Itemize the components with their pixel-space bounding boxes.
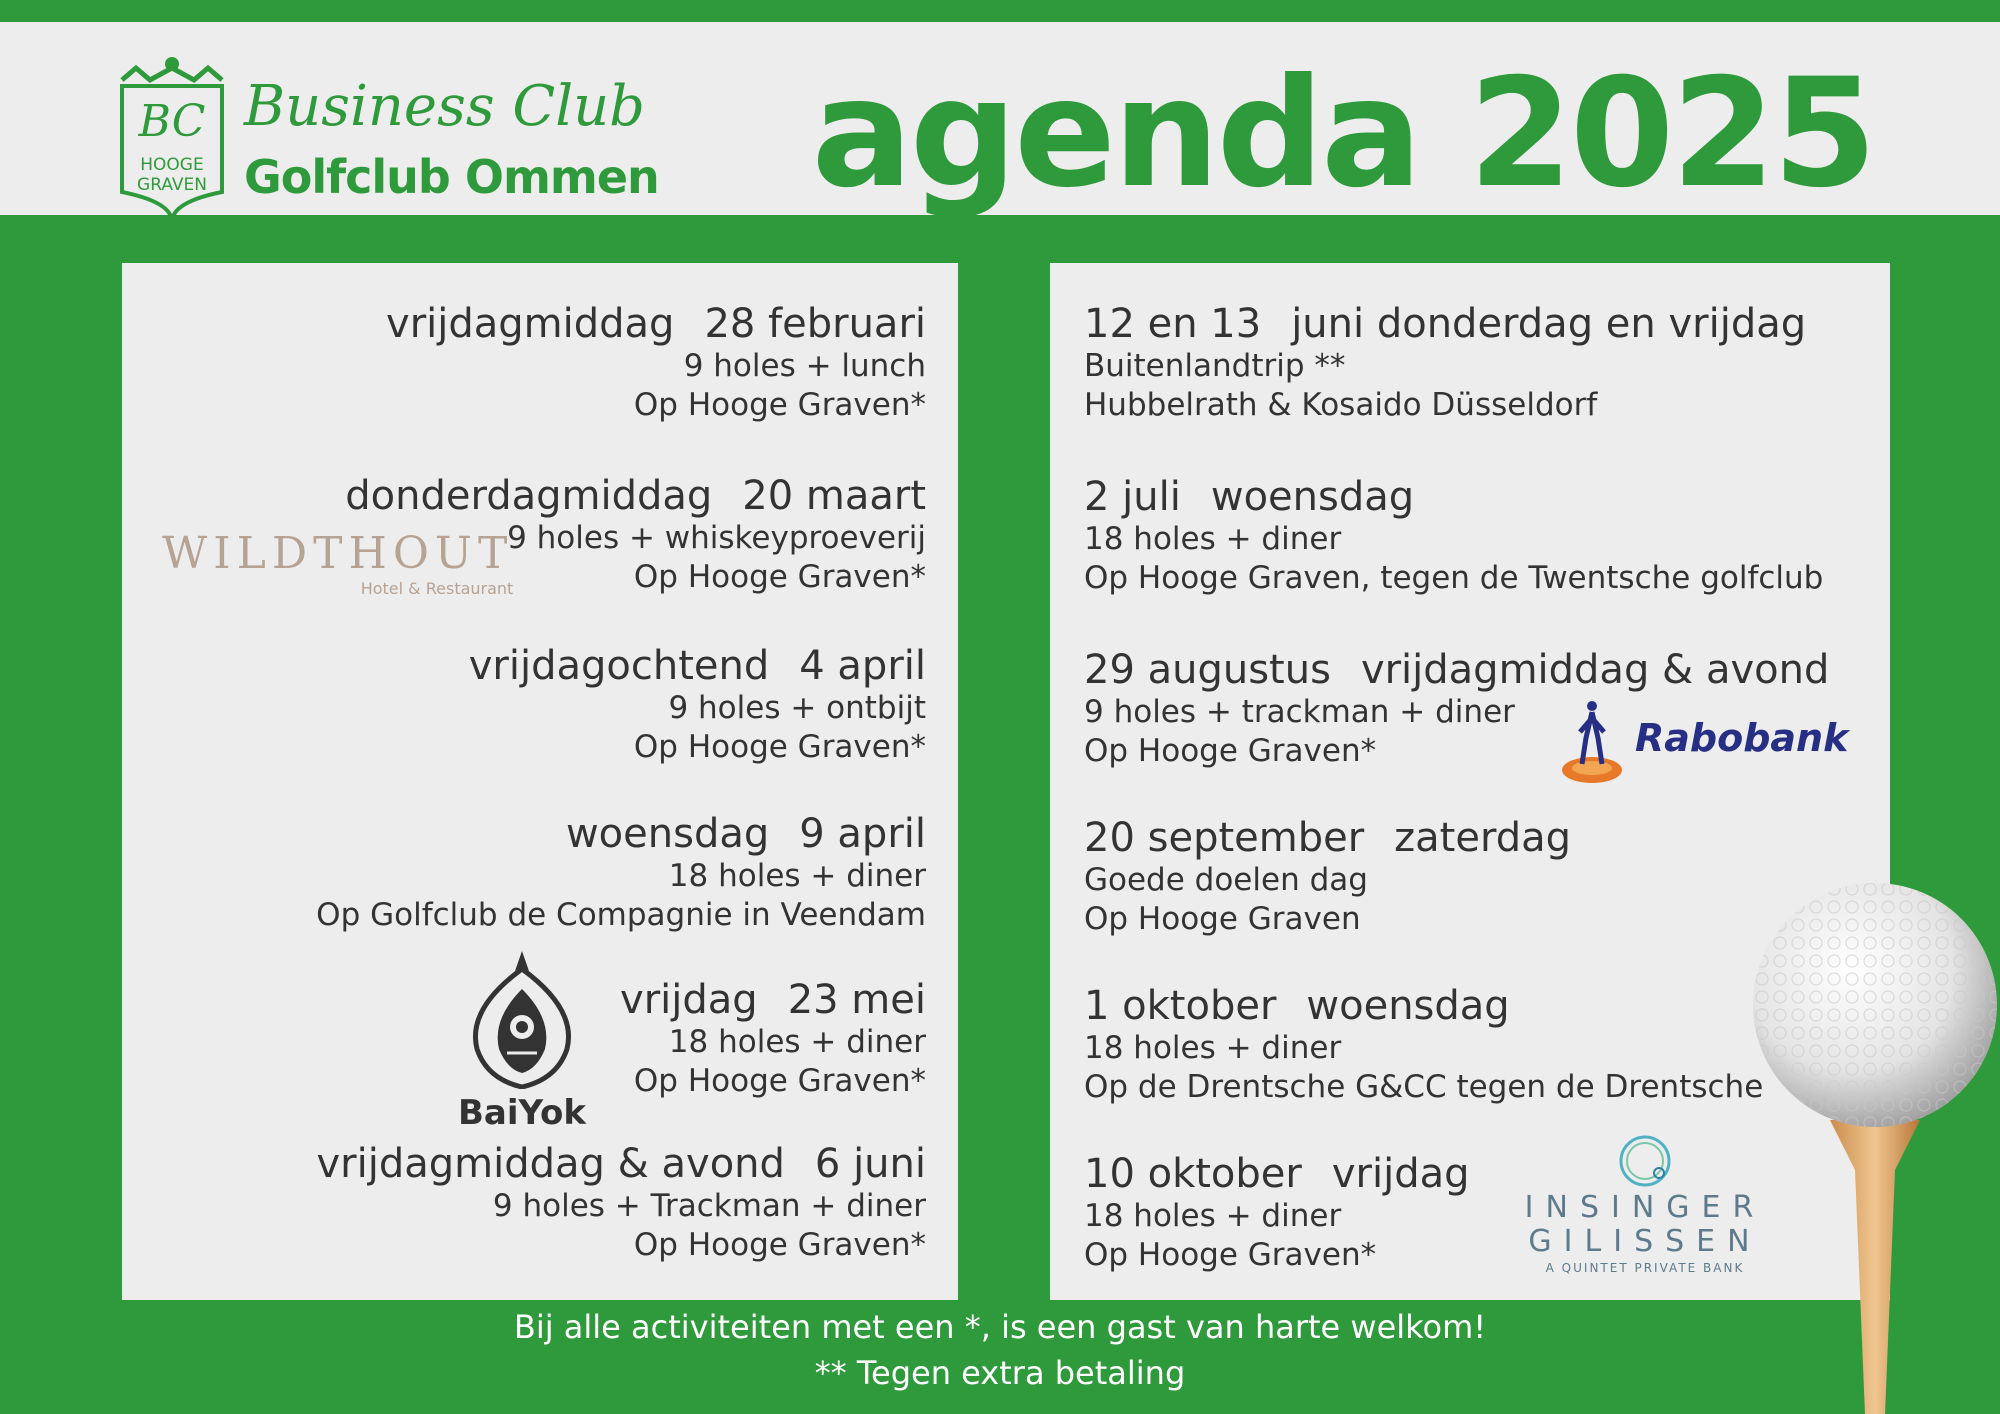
- event-location: Op Hooge Graven*: [1084, 1237, 1377, 1273]
- event-item: [316, 1141, 926, 1265]
- svg-text:HOOGE: HOOGE: [140, 155, 204, 175]
- event-detail: 9 holes + lunch: [683, 348, 926, 384]
- event-item: [1084, 1151, 1470, 1275]
- event-detail: 18 holes + diner: [1084, 1030, 1342, 1066]
- event-heading: 12 en 13 juni donderdag en vrijdag: [1084, 301, 1807, 347]
- insinger-line3: A QUINTET PRIVATE BANK: [1545, 1261, 1745, 1275]
- footer-guest-note: Bij alle activiteiten met een *, is een gast van harte welkom!: [513, 1308, 1487, 1346]
- page-title: agenda 2025: [811, 47, 1874, 221]
- event-heading: 20 september zaterdag: [1084, 815, 1571, 861]
- rabobank-emblem-icon: [1560, 698, 1630, 788]
- event-heading: 29 augustus vrijdagmiddag & avond: [1084, 647, 1830, 693]
- club-script-title: Business Club: [244, 74, 646, 139]
- event-heading: vrijdagmiddag & avond 6 juni: [316, 1141, 926, 1187]
- event-heading: donderdagmiddag 20 maart: [345, 473, 926, 519]
- svg-text:BC: BC: [138, 96, 206, 147]
- event-detail: 18 holes + diner: [1084, 521, 1342, 557]
- event-location: Op Golfclub de Compagnie in Veendam: [316, 897, 926, 933]
- event-location: Op Hooge Graven*: [633, 729, 926, 765]
- event-heading: 2 juli woensdag: [1084, 474, 1415, 520]
- event-location: Hubbelrath & Kosaido Düsseldorf: [1084, 387, 1598, 423]
- baiyok-emblem-icon: [457, 949, 587, 1089]
- event-item: [620, 977, 926, 1101]
- header-bar: [0, 22, 2000, 221]
- event-detail: 18 holes + diner: [668, 1024, 926, 1060]
- event-heading: 1 oktober woensdag: [1084, 983, 1510, 1029]
- event-location: Op Hooge Graven*: [633, 1227, 926, 1263]
- event-item: [386, 301, 926, 425]
- event-location: Op Hooge Graven*: [633, 387, 926, 423]
- baiyok-logo: [452, 949, 592, 1133]
- event-item: [1084, 815, 1571, 939]
- wildthout-logo: [162, 529, 513, 599]
- event-heading: woensdag 9 april: [565, 811, 926, 857]
- event-detail: 18 holes + diner: [668, 858, 926, 894]
- rabobank-name: Rabobank: [1635, 716, 1849, 760]
- event-item: [1084, 301, 1806, 425]
- wildthout-name: WILDTHOUT: [162, 528, 514, 579]
- event-detail: 9 holes + ontbijt: [668, 690, 926, 726]
- wildthout-subtitle: Hotel & Restaurant: [360, 579, 514, 598]
- event-heading: 10 oktober vrijdag: [1084, 1151, 1470, 1197]
- event-detail: Buitenlandtrip **: [1084, 348, 1346, 384]
- svg-text:GRAVEN: GRAVEN: [137, 175, 207, 195]
- event-detail: 9 holes + Trackman + diner: [492, 1188, 926, 1224]
- event-item: [469, 643, 926, 767]
- event-detail: 18 holes + diner: [1084, 1198, 1342, 1234]
- baiyok-name: BaiYok: [458, 1093, 586, 1133]
- event-location: Op Hooge Graven*: [633, 1063, 926, 1099]
- event-location: Op Hooge Graven*: [633, 559, 926, 595]
- insinger-line1: INSINGER: [1524, 1190, 1766, 1225]
- event-heading: vrijdagochtend 4 april: [468, 643, 926, 689]
- club-name: Golfclub Ommen: [244, 150, 659, 204]
- event-item: [316, 811, 926, 935]
- left-agenda-panel: [122, 263, 958, 1300]
- event-location: Op Hooge Graven: [1084, 901, 1361, 937]
- footer-payment-note: ** Tegen extra betaling: [814, 1354, 1186, 1392]
- event-item: [1084, 983, 1763, 1107]
- event-detail: 9 holes + whiskeyproeverij: [507, 520, 926, 556]
- event-location: Op Hooge Graven*: [1084, 733, 1377, 769]
- club-crest-icon: [116, 52, 228, 224]
- event-detail: Goede doelen dag: [1084, 862, 1368, 898]
- event-heading: vrijdagmiddag 28 februari: [386, 301, 926, 347]
- event-location: Op Hooge Graven, tegen de Twentsche golfclub: [1084, 560, 1824, 596]
- insinger-rings-icon: [1615, 1133, 1675, 1187]
- rabobank-logo: [1560, 698, 1849, 792]
- event-detail: 9 holes + trackman + diner: [1084, 694, 1515, 730]
- event-item: [1084, 474, 1823, 598]
- event-heading: vrijdag 23 mei: [620, 977, 926, 1023]
- insinger-line2: GILISSEN: [1528, 1224, 1762, 1259]
- event-location: Op de Drentsche G&CC tegen de Drentsche: [1084, 1069, 1764, 1105]
